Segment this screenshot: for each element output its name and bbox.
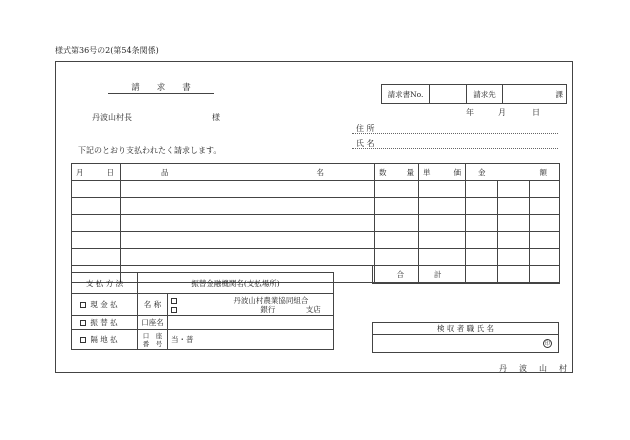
date-year-field[interactable]: 年 bbox=[466, 108, 474, 117]
table-row bbox=[72, 198, 560, 215]
col-header-month: 月 bbox=[76, 167, 84, 177]
account-no-label-line2: 番 号 bbox=[142, 339, 163, 348]
department-suffix: 課 bbox=[555, 89, 563, 99]
invoice-no-label: 請求書No. bbox=[382, 85, 430, 104]
payment-table bbox=[71, 272, 334, 350]
row-amount-cell[interactable] bbox=[530, 198, 560, 215]
row-item-cell[interactable] bbox=[121, 181, 375, 198]
row-date-cell[interactable] bbox=[72, 249, 121, 266]
row-qty-cell[interactable] bbox=[375, 232, 419, 249]
total-amount-cell[interactable] bbox=[530, 266, 560, 284]
inspector-label: 検 収 者 職 氏 名 bbox=[373, 323, 559, 335]
row-amount-cell[interactable] bbox=[498, 198, 530, 215]
row-amount-cell[interactable] bbox=[466, 181, 498, 198]
row-qty-cell[interactable] bbox=[375, 198, 419, 215]
table-row bbox=[72, 181, 560, 198]
address-field[interactable] bbox=[352, 133, 558, 134]
bank-label: 銀行 bbox=[260, 304, 276, 314]
payment-option-cash[interactable] bbox=[72, 294, 138, 316]
row-amount-cell[interactable] bbox=[466, 232, 498, 249]
transfer-label: 振 替 払 bbox=[90, 318, 118, 327]
recipient: 丹波山村長 bbox=[92, 113, 132, 122]
account-name-field[interactable] bbox=[168, 316, 334, 330]
payment-option-transfer[interactable] bbox=[72, 316, 138, 330]
row-amount-cell[interactable] bbox=[530, 181, 560, 198]
total-amount-cell[interactable] bbox=[498, 266, 530, 284]
row-amount-cell[interactable] bbox=[498, 232, 530, 249]
row-date-cell[interactable] bbox=[72, 215, 121, 232]
col-header-item-start: 品 bbox=[161, 167, 169, 177]
recipient-suffix: 様 bbox=[212, 113, 220, 122]
name-label: 氏 名 bbox=[356, 139, 375, 148]
col-header-date bbox=[72, 164, 121, 181]
row-qty-cell[interactable] bbox=[375, 249, 419, 266]
account-no-field[interactable] bbox=[168, 330, 334, 350]
col-header-item bbox=[121, 164, 375, 181]
row-item-cell[interactable] bbox=[121, 215, 375, 232]
issuer-name: 丹 波 山 村 bbox=[499, 364, 569, 373]
intro-text: 下記のとおり支払われたく請求します。 bbox=[78, 146, 222, 155]
row-date-cell[interactable] bbox=[72, 232, 121, 249]
account-no-label bbox=[138, 330, 168, 350]
inspector-table bbox=[372, 322, 559, 353]
address-label: 住 所 bbox=[356, 124, 375, 133]
date-day-field[interactable]: 日 bbox=[532, 108, 540, 117]
bank-name-options bbox=[168, 294, 334, 316]
account-no-label-line1: 口 座 bbox=[142, 331, 163, 340]
col-header-unit-start: 単 bbox=[423, 167, 431, 177]
row-qty-cell[interactable] bbox=[375, 181, 419, 198]
col-header-qty bbox=[375, 164, 419, 181]
table-row bbox=[72, 215, 560, 232]
branch-label: 支店 bbox=[305, 304, 321, 314]
row-unit-cell[interactable] bbox=[419, 249, 466, 266]
row-date-cell[interactable] bbox=[72, 181, 121, 198]
row-amount-cell[interactable] bbox=[530, 215, 560, 232]
row-qty-cell[interactable] bbox=[375, 215, 419, 232]
col-header-unit bbox=[419, 164, 466, 181]
cash-label: 現 金 払 bbox=[90, 300, 118, 309]
remote-checkbox[interactable] bbox=[80, 337, 86, 343]
name-field[interactable] bbox=[352, 148, 558, 149]
col-header-amount-end: 額 bbox=[539, 167, 548, 177]
col-header-qty-end: 量 bbox=[406, 167, 414, 177]
invoice-header-table bbox=[381, 84, 567, 104]
row-unit-cell[interactable] bbox=[419, 198, 466, 215]
col-header-amount-start: 金 bbox=[478, 167, 486, 177]
col-header-item-end: 名 bbox=[316, 167, 324, 177]
row-unit-cell[interactable] bbox=[419, 181, 466, 198]
inspector-signature-field[interactable] bbox=[373, 335, 559, 353]
row-amount-cell[interactable] bbox=[498, 249, 530, 266]
row-item-cell[interactable] bbox=[121, 232, 375, 249]
date-month-field[interactable]: 月 bbox=[498, 108, 506, 117]
row-amount-cell[interactable] bbox=[530, 249, 560, 266]
row-item-cell[interactable] bbox=[121, 198, 375, 215]
row-amount-cell[interactable] bbox=[466, 215, 498, 232]
cash-checkbox[interactable] bbox=[80, 302, 86, 308]
payment-option-remote[interactable] bbox=[72, 330, 138, 350]
invoice-no-field[interactable] bbox=[430, 85, 467, 104]
payee-label: 請求先 bbox=[467, 85, 503, 104]
row-amount-cell[interactable] bbox=[466, 198, 498, 215]
form-title: 請 求 書 bbox=[108, 83, 214, 94]
table-row bbox=[72, 249, 560, 266]
row-item-cell[interactable] bbox=[121, 249, 375, 266]
form-number: 様式第36号の2(第54条関係) bbox=[55, 46, 159, 55]
col-header-unit-end: 価 bbox=[453, 167, 461, 177]
seal-mark: 印 bbox=[544, 341, 550, 347]
account-type: 当・普 bbox=[171, 335, 194, 344]
payment-method-header: 支 払 方 法 bbox=[72, 273, 138, 294]
bank-option2-checkbox[interactable] bbox=[171, 307, 177, 313]
row-amount-cell[interactable] bbox=[498, 181, 530, 198]
row-amount-cell[interactable] bbox=[498, 215, 530, 232]
transfer-checkbox[interactable] bbox=[80, 320, 86, 326]
bank-option1: 丹波山村農業協同組合 bbox=[233, 295, 309, 305]
bank-header: 振替金融機関名(支払場所) bbox=[138, 273, 334, 294]
bank-option1-checkbox[interactable] bbox=[171, 298, 177, 304]
total-table bbox=[372, 265, 560, 284]
col-header-qty-start: 数 bbox=[379, 167, 387, 177]
row-date-cell[interactable] bbox=[72, 198, 121, 215]
row-amount-cell[interactable] bbox=[530, 232, 560, 249]
total-amount-cell[interactable] bbox=[466, 266, 498, 284]
row-amount-cell[interactable] bbox=[466, 249, 498, 266]
table-row bbox=[72, 232, 560, 249]
total-label: 合 計 bbox=[373, 266, 466, 284]
account-name-label: 口座名 bbox=[138, 316, 168, 330]
col-header-day: 日 bbox=[106, 167, 114, 177]
col-header-amount bbox=[466, 164, 560, 181]
bank-name-label: 名 称 bbox=[138, 294, 168, 316]
row-unit-cell[interactable] bbox=[419, 215, 466, 232]
remote-label: 隔 地 払 bbox=[90, 335, 118, 344]
row-unit-cell[interactable] bbox=[419, 232, 466, 249]
department-field[interactable] bbox=[503, 85, 567, 104]
